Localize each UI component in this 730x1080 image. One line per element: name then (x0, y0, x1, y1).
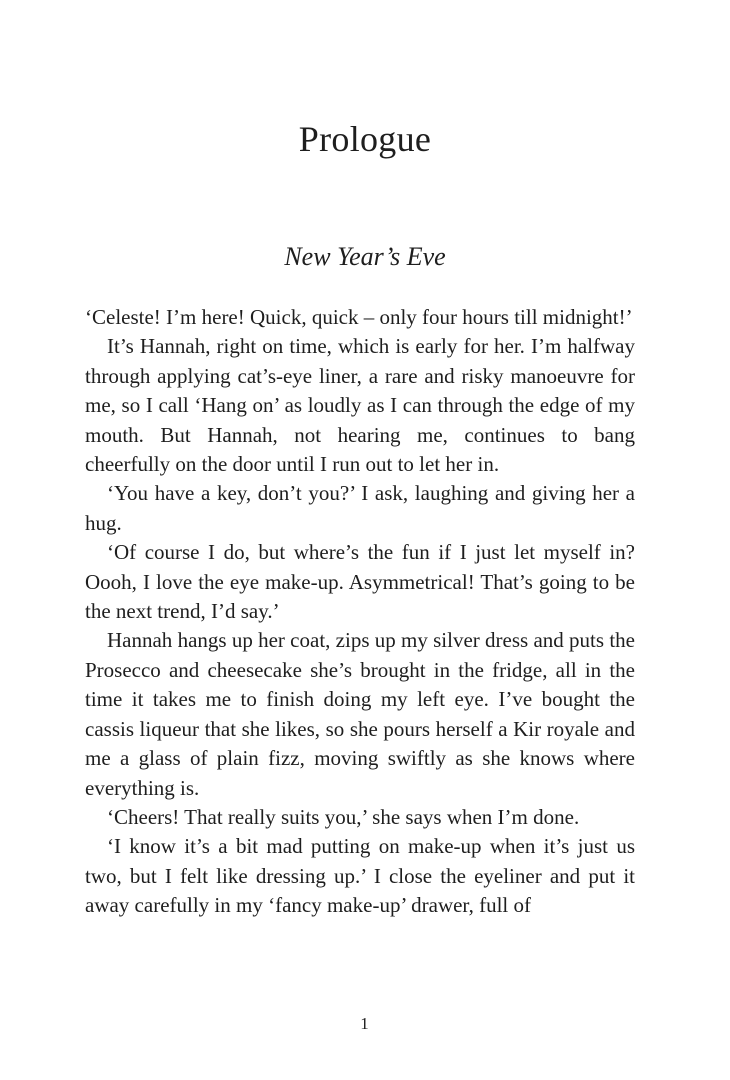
chapter-title: Prologue (298, 119, 432, 159)
paragraph: It’s Hannah, right on time, which is early for her. I’m halfway through applying cat’s-eye liner, a rare and risky manoeuvre for me, so I call ‘Hang on’ as loudly as I can through the edge of my mouth. But Hannah, not hearing me, continues to bang cheerfully on the door until I run out to let her in. (85, 334, 635, 477)
page-number: 1 (360, 1014, 370, 1033)
paragraph: ‘Of course I do, but where’s the fun if I just let myself in? Oooh, I love the eye make-up. Asymmetrical! That’s going to be the next trend, I’d say.’ (85, 540, 635, 624)
section-subtitle: New Year’s Eve (284, 242, 446, 271)
paragraph: Hannah hangs up her coat, zips up my silver dress and puts the Prosecco and cheesecake she’s brought in the fridge, all in the time it takes me to finish doing my left eye. I’ve bought the cassis liqueur that she likes, so she pours herself a Kir royale and me a glass of plain fizz, moving swiftly as she knows where everything is. (85, 628, 635, 800)
body-text (85, 303, 635, 921)
paragraph: ‘Celeste! I’m here! Quick, quick – only four hours till midnight!’ (85, 305, 633, 329)
paragraph: ‘Cheers! That really suits you,’ she says when I’m done. (107, 804, 580, 829)
paragraph: ‘I know it’s a bit mad putting on make-up when it’s just us two, but I felt like dressing up.’ I close the eyeliner and put it away carefully in my ‘fancy make-up’ drawer, full of (85, 834, 635, 918)
paragraph: ‘You have a key, don’t you?’ I ask, laughing and giving her a hug. (85, 481, 635, 535)
